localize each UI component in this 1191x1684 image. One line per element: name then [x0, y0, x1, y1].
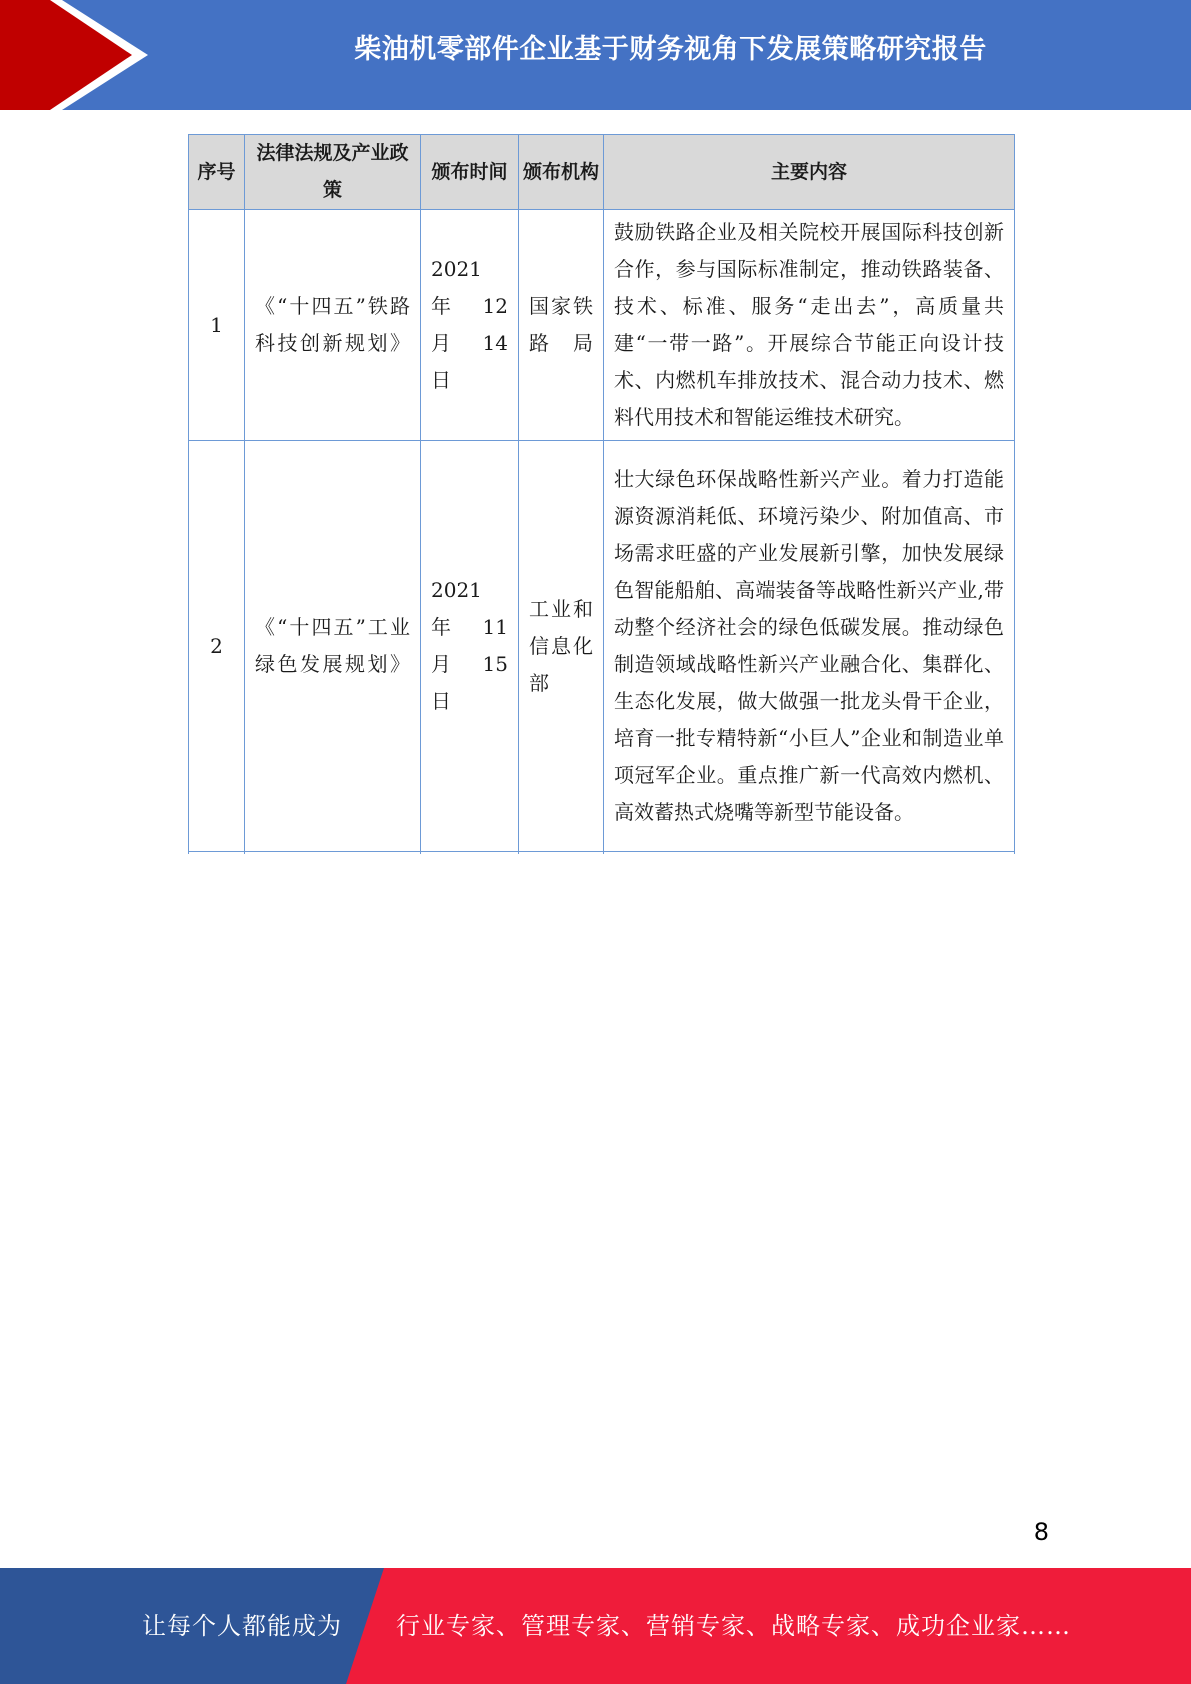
page-header — [0, 0, 1191, 110]
row-number: 1 — [189, 210, 245, 441]
header-date: 颁布时间 — [421, 135, 519, 210]
header-policy: 法律法规及产业政策 — [245, 135, 421, 210]
page-number: 8 — [1033, 1518, 1049, 1546]
policy-table — [188, 134, 1015, 854]
policy-name: 《“十四五”铁路科技创新规划》 — [245, 210, 421, 441]
header-agency: 颁布机构 — [519, 135, 604, 210]
table-header-row — [189, 135, 1015, 210]
table-row — [189, 210, 1015, 441]
table-row — [189, 441, 1015, 852]
page-footer — [0, 1568, 1191, 1684]
main-content: 壮大绿色环保战略性新兴产业。着力打造能源资源消耗低、环境污染少、附加值高、市场需求旺盛的产业发展新引擎，加快发展绿色智能船舶、高端装备等战略性新兴产业,带动整个经济社会的绿色低碳发展。推动绿色制造领域战略性新兴产业融合化、集群化、生态化发展，做大做强一批龙头骨干企业，培育一批专精特新“小巨人”企业和制造业单项冠军企业。重点推广新一代高效内燃机、高效蓄热式烧嘴等新型节能设备。 — [604, 441, 1015, 852]
issue-date: 2021 年 11 月 15 日 — [421, 441, 519, 852]
table-continuation-row — [189, 852, 1015, 855]
issuing-agency: 国家铁路局 — [519, 210, 604, 441]
issuing-agency: 工业和信息化部 — [519, 441, 604, 852]
policy-name: 《“十四五”工业绿色发展规划》 — [245, 441, 421, 852]
footer-slogan-right: 行业专家、管理专家、营销专家、战略专家、成功企业家…… — [396, 1612, 1071, 1640]
header-content: 主要内容 — [604, 135, 1015, 210]
footer-slogan-left: 让每个人都能成为 — [142, 1612, 342, 1640]
main-content: 鼓励铁路企业及相关院校开展国际科技创新合作，参与国际标准制定，推动铁路装备、技术、标准、服务“走出去”，高质量共建“一带一路”。开展综合节能正向设计技术、内燃机车排放技术、混合动力技术、燃料代用技术和智能运维技术研究。 — [604, 210, 1015, 441]
document-title: 柴油机零部件企业基于财务视角下发展策略研究报告 — [354, 34, 987, 65]
row-number: 2 — [189, 441, 245, 852]
header-no: 序号 — [189, 135, 245, 210]
issue-date: 2021 年 12 月 14 日 — [421, 210, 519, 441]
chevron-arrow-icon — [0, 0, 160, 110]
